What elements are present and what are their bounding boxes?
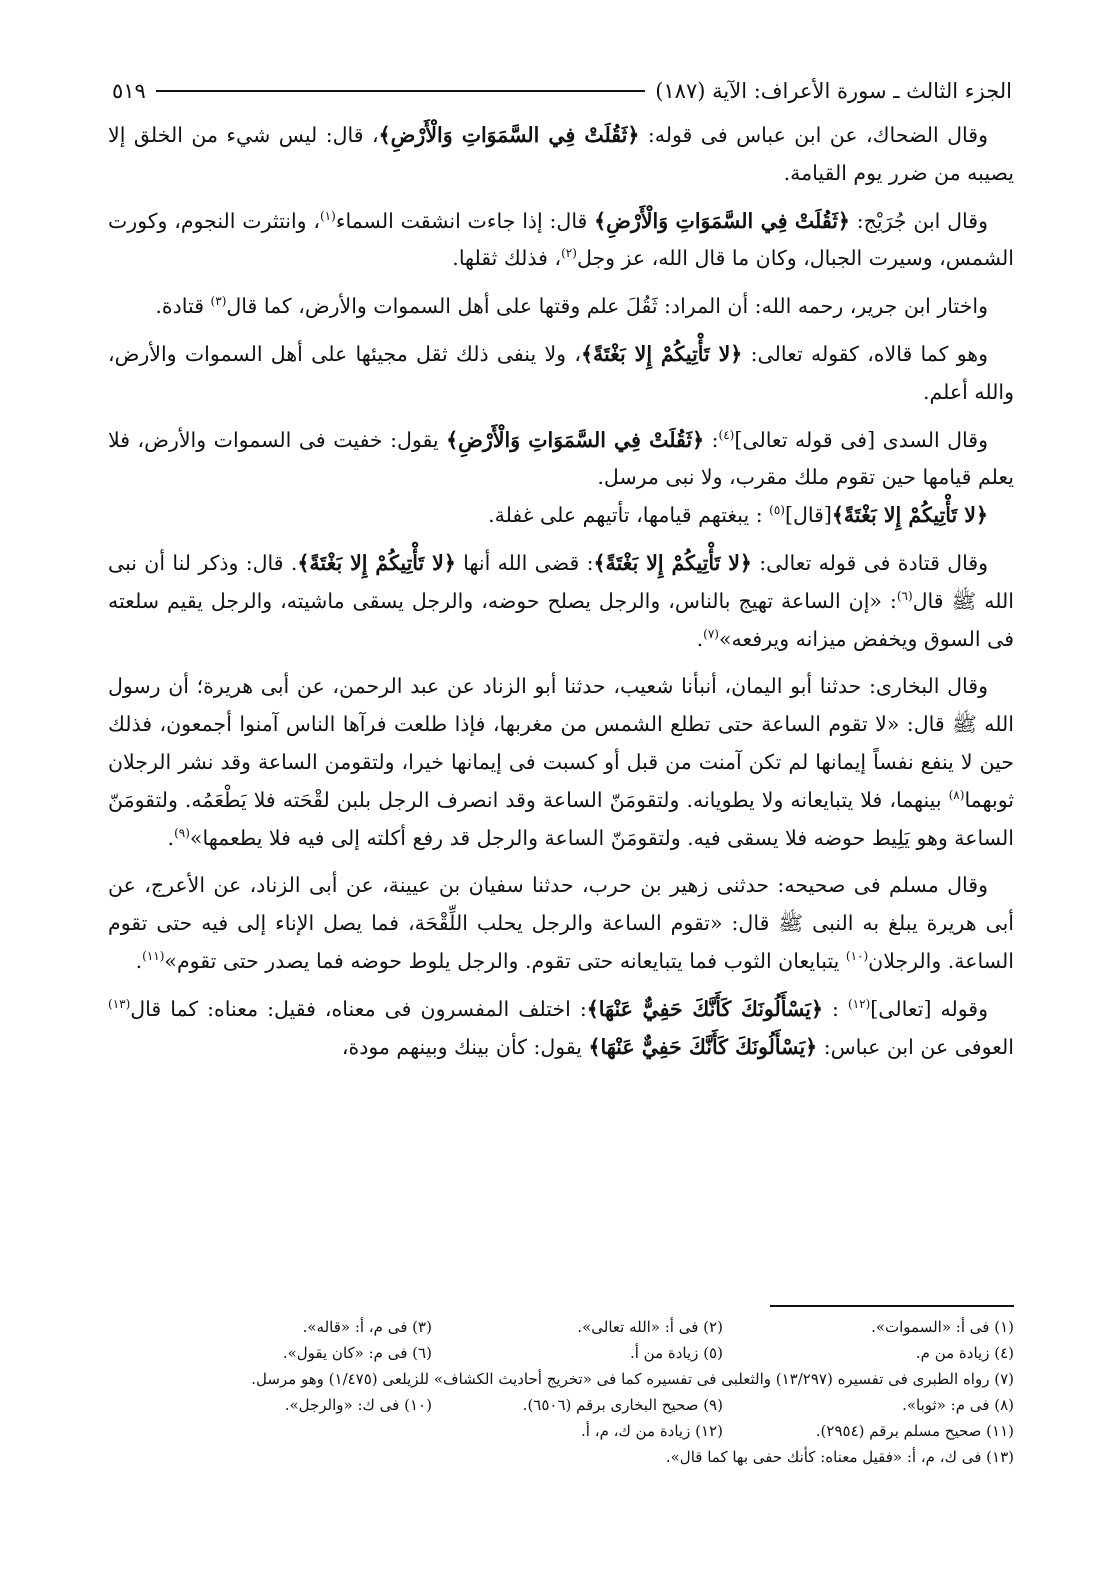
paragraph [108,991,1014,1067]
text-run: وقال مسلم فى صحيحه: حدثنى زهير بن حرب، حدثنا سفيان بن عيينة، عن أبى الزناد، عن الأعرج، عن أبى هريرة يبلغ به النبى ﷺ قال: «تقوم الساعة والرجل يحلب اللِّقْحَة، فما يصل الإناء إلى فيه حتى تقوم الساعة. والرجلان [108,873,1014,973]
footnote: (١) فى أ: «السموات». [871,1318,1014,1336]
footnote: (٨) فى م: «ثوبا». [902,1396,1014,1414]
text-run: وقال السدى [فى قوله تعالى] [734,427,988,452]
footnote-row [140,1366,1014,1392]
text-run: : «إن الساعة تهيج بالناس، والرجل يصلح حوضه، والرجل يسقى ماشيته، والرجل يقيم سلعته فى السوق ويخفض ميزانه ويرفعه» [108,588,1014,651]
paragraph [108,288,1014,326]
running-title: الجزء الثالث ـ سورة الأعراف: الآية (١٨٧) [655,79,1012,103]
text-run: واختار ابن جرير، رحمه الله: أن المراد: ثَقُلَ علم وقتها على أهل السموات والأرض، كما قال [226,294,988,319]
footnote-row [140,1314,1014,1340]
text-run: : اختلف المفسرون فى معناه، فقيل: معناه: كما قال [130,996,587,1021]
quran-quote: ﴿لا تَأْتِيكُمْ إِلا بَغْتَةً﴾ [593,550,752,575]
footnote-ref: (٥) [769,503,785,518]
footnote-row [140,1340,1014,1366]
quran-quote: ﴿يَسْأَلُونَكَ كَأَنَّكَ حَفِيٌّ عَنْهَا﴾ [586,996,824,1021]
footnote-ref: (١٠) [845,949,869,964]
text-run: : قضى الله أنها [455,550,594,575]
text-run: : [704,427,719,452]
text-run: وقوله [تعالى] [870,996,988,1021]
footnote-ref: (٧) [703,626,719,641]
footnote-ref: (١٢) [848,996,871,1011]
text-run: . [167,825,175,850]
paragraph [108,336,1014,412]
footnote: (٩) صحيح البخارى برقم (٦٥٠٦). [522,1396,723,1414]
quran-quote: ﴿ثَقُلَتْ فِي السَّمَوَاتِ وَالْأَرْضِ﴾ [446,427,705,452]
quran-quote: ﴿لا تَأْتِيكُمْ إِلا بَغْتَةً﴾ [297,550,456,575]
footnote-row [140,1418,1014,1444]
text-run: . قال: وذكر لنا أن نبى الله ﷺ قال [108,550,1014,613]
text-run: وقال الضحاك، عن ابن عباس فى قوله: [639,123,988,147]
paragraph [108,545,1014,658]
text-run: العوفى عن ابن عباس: [817,1034,1014,1059]
text-run: قال: إذا جاءت انشقت السماء [335,208,595,233]
text-run: [قال] [784,503,832,528]
main-text [108,117,1014,1076]
quran-quote: ﴿لا تَأْتِيكُمْ إِلا بَغْتَةً﴾ [831,503,988,528]
footnote: (٦) فى م: «كان يقول». [282,1344,432,1362]
footnote: (٢) فى أ: «الله تعالى». [577,1318,723,1336]
text-run: وقال قتادة فى قوله تعالى: [751,550,989,575]
footnote-ref: (٩) [174,825,190,840]
footnote: (١٢) زيادة من ك، م، أ. [581,1422,723,1440]
paragraph [108,422,1014,498]
text-run: : [823,996,848,1021]
text-run: يقول: خفيت فى السموات والأرض، فلا يعلم قيامها حين تقوم ملك مقرب، ولا نبى مرسل. [108,427,1014,490]
header-rule [156,90,645,92]
footnote: (٣) فى م، أ: «قاله». [302,1318,432,1336]
footnote-ref: (٦) [896,588,913,603]
text-run: . [135,948,143,973]
footnote-ref: (٢) [561,246,577,261]
footnote: (١٠) فى ك: «والرجل». [284,1396,432,1414]
text-run: يقول: كأن بينك وبينهم مودة، [341,1034,589,1059]
text-run: . [696,626,704,651]
footnote: (٤) زيادة من م. [915,1344,1014,1362]
paragraph [108,497,1014,535]
text-run: وقال البخارى: حدثنا أبو اليمان، أنبأنا شعيب، حدثنا أبو الزناد عن عبد الرحمن، عن أبى هريرة؛ أن رسول الله ﷺ قال: «لا تقوم الساعة حتى تطلع الشمس من مغربها، فإذا طلعت فرآها الناس آمنوا أجمعون، فذلك حين لا ينفع نفساً إيمانها لم تكن آمنت من قبل أو كسبت فى إيمانها خيرا، ولتقومن الساعة وقد نشر الرجلان ثوبهما [108,674,1014,812]
quran-quote: ﴿لا تَأْتِيكُمْ إِلا بَغْتَةً﴾ [580,341,743,366]
paragraph [108,867,1014,980]
footnote-ref: (١١) [142,949,165,964]
text-run: ، وانتثرت النجوم، وكورت الشمس، وسيرت الجبال، وكان ما قال الله، عز وجل [108,208,1014,271]
page-number: ٥١٩ [112,79,146,103]
footnote: (٥) زيادة من أ. [629,1344,723,1362]
footnote: (٧) رواه الطبرى فى تفسيره (١٣/٢٩٧) والثعلبى فى تفسيره كما فى «تخريج أحاديث الكشاف» للزيلعى (١/٤٧٥) وهو مرسل. [251,1370,1014,1388]
paragraph [108,203,1014,279]
text-run: وقال ابن جُرَيْج: [849,208,988,233]
text-run: ، فذلك ثقلها. [452,246,562,271]
footnote: (١١) صحيح مسلم برقم (٢٩٥٤). [815,1422,1014,1440]
footnote-ref: (١) [319,208,336,223]
text-run: بينهما، فلا يتبايعانه ولا يطويانه. ولتقومَنّ الساعة وقد انصرف الرجل بلبن لقْحَته فلا يَطْعَمُه. ولتقومَنّ الساعة وهو يَلِيط حوضه فلا يسقى فيه. ولتقومَنّ الساعة والرجل قد رفع أكلته إلى فيه فلا يطعمها» [108,787,1014,850]
text-run: ، قال: ليس شيء من الخلق إلا يصيبه من ضرر يوم القيامة. [108,123,1014,185]
quran-quote: ﴿ثَقُلَتْ فِي السَّمَوَاتِ وَالْأَرْضِ﴾ [594,208,850,233]
footnotes [140,1314,1014,1470]
quran-quote: ﴿يَسْأَلُونَكَ كَأَنَّكَ حَفِيٌّ عَنْهَا﴾ [588,1034,818,1059]
footnote: (١٣) فى ك، م، أ: «فقيل معناه: كأنك حفى بها كما قال». [665,1448,1014,1466]
text-run: : يبغتهم قيامها، تأتيهم على غفلة. [488,503,770,528]
page-header [112,74,1012,108]
text-run: ، ولا ينفى ذلك ثقل مجيئها على أهل السموات والأرض، والله أعلم. [108,341,1014,404]
footnote-row [140,1444,1014,1470]
text-run: وهو كما قالاه، كقوله تعالى: [742,341,988,366]
footnote-ref: (٤) [718,427,735,442]
text-run: قتادة. [155,294,211,319]
paragraph [108,668,1014,857]
footnote-row [140,1392,1014,1418]
footnote-ref: (٣) [210,294,227,309]
paragraph [108,117,1014,193]
footnote-rule [770,1305,1014,1307]
text-run: يتبايعان الثوب فما يتبايعانه حتى تقوم. والرجل يلوط حوضه فما يصدر حتى تقوم» [164,948,846,973]
footnote-ref: (١٣) [108,996,131,1011]
quran-quote: ﴿ثَقُلَتْ فِي السَّمَوَاتِ وَالْأَرْضِ﴾ [378,123,640,147]
footnote-ref: (٨) [948,787,965,802]
